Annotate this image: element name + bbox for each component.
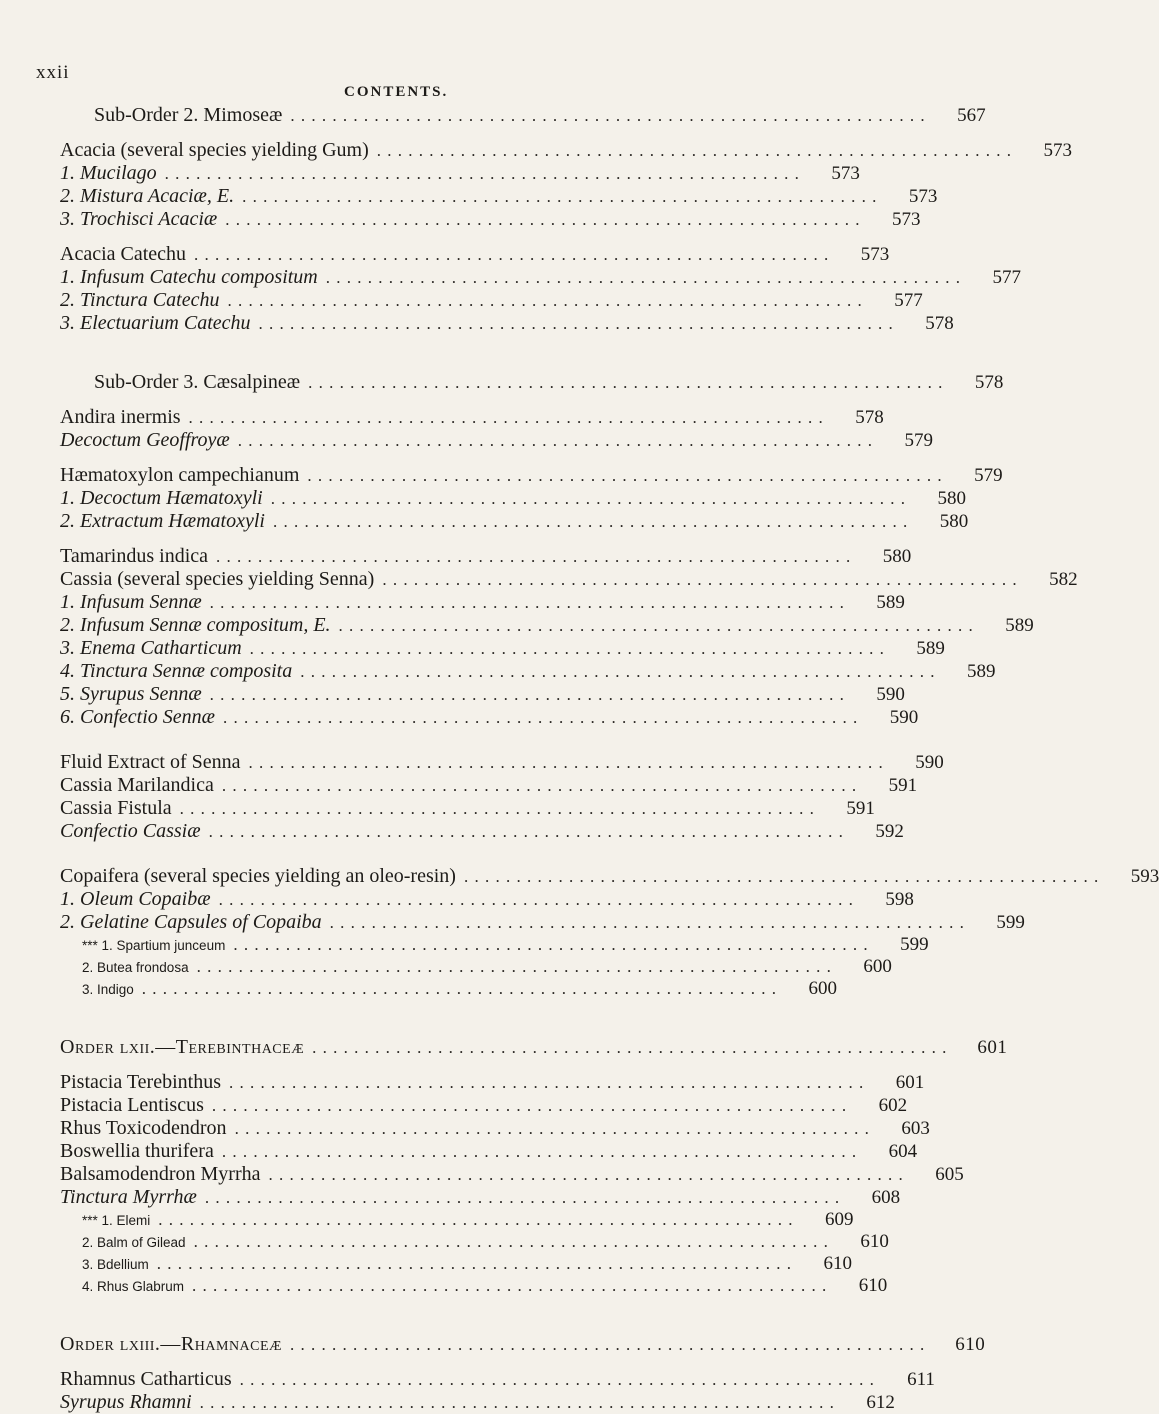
dot-leader: . . . . . . . . . . . . . . . . . . . . . . . . . . . . . . . . . . . . . . . . . . . . . . . . . . . . . . . . . . . . . bbox=[272, 512, 909, 531]
table-of-contents bbox=[60, 104, 1159, 1414]
toc-entry bbox=[60, 1186, 901, 1209]
entry-page: 580 bbox=[939, 511, 969, 532]
dot-leader: . . . . . . . . . . . . . . . . . . . . . . . . . . . . . . . . . . . . . . . . . . . . . . . . . . . . . . . . . . . . . bbox=[242, 187, 878, 206]
toc-entry bbox=[60, 911, 1025, 934]
entry-page: 578 bbox=[855, 407, 884, 428]
toc-entry bbox=[60, 208, 921, 231]
toc-entry bbox=[60, 1391, 895, 1414]
toc-entry bbox=[60, 371, 1004, 394]
entry-label: 1. Infusum Sennæ bbox=[60, 591, 202, 613]
page-header bbox=[36, 62, 776, 102]
entry-page: 573 bbox=[831, 163, 860, 184]
dot-leader: . . . . . . . . . . . . . . . . . . . . . . . . . . . . . . . . . . . . . . . . . . . . . . . . . . . . . . . . . . . . . bbox=[158, 1210, 794, 1229]
entry-label: Tamarindus indica bbox=[60, 545, 208, 567]
entry-label: 2. Tinctura Catechu bbox=[60, 289, 220, 311]
dot-leader: . . . . . . . . . . . . . . . . . . . . . . . . . . . . . . . . . . . . . . . . . . . . . . . . . . . . . . . . . . . . . bbox=[208, 822, 844, 841]
toc-entry bbox=[60, 162, 860, 185]
entry-label: Acacia Catechu bbox=[60, 243, 187, 265]
dot-leader: . . . . . . . . . . . . . . . . . . . . . . . . . . . . . . . . . . . . . . . . . . . . . . . . . . . . . . . . . . . . . bbox=[376, 141, 1013, 160]
entry-label: Confectio Cassiæ bbox=[60, 820, 201, 842]
dot-leader: . . . . . . . . . . . . . . . . . . . . . . . . . . . . . . . . . . . . . . . . . . . . . . . . . . . . . . . . . . . . . bbox=[211, 1096, 848, 1115]
entry-page: 608 bbox=[871, 1187, 901, 1208]
entry-page: 593 bbox=[1130, 866, 1159, 887]
toc-entry bbox=[60, 591, 905, 614]
entry-page: 591 bbox=[846, 798, 875, 819]
dot-leader: . . . . . . . . . . . . . . . . . . . . . . . . . . . . . . . . . . . . . . . . . . . . . . . . . . . . . . . . . . . . . bbox=[300, 662, 936, 681]
entry-page: 579 bbox=[904, 430, 934, 451]
dot-leader: . . . . . . . . . . . . . . . . . . . . . . . . . . . . . . . . . . . . . . . . . . . . . . . . . . . . . . . . . . . . . bbox=[222, 708, 859, 727]
toc-entry bbox=[60, 510, 969, 533]
dot-leader: . . . . . . . . . . . . . . . . . . . . . . . . . . . . . . . . . . . . . . . . . . . . . . . . . . . . . . . . . . . . . bbox=[196, 957, 832, 976]
toc-entry bbox=[60, 312, 954, 335]
entry-label: 3. Bdellium bbox=[82, 1257, 149, 1272]
toc-entry bbox=[60, 978, 838, 1000]
dot-leader: . . . . . . . . . . . . . . . . . . . . . . . . . . . . . . . . . . . . . . . . . . . . . . . . . . . . . . . . . . . . . bbox=[209, 593, 845, 612]
toc-entry bbox=[60, 1036, 1008, 1059]
entry-page: 600 bbox=[808, 978, 838, 999]
entry-page: 610 bbox=[823, 1253, 853, 1274]
entry-page: 567 bbox=[957, 105, 986, 126]
entry-label: Decoctum Geoffroyæ bbox=[60, 429, 230, 451]
toc-entry bbox=[60, 660, 996, 683]
entry-page: 598 bbox=[885, 889, 914, 910]
entry-label: 1. Mucilago bbox=[60, 162, 157, 184]
dot-leader: . . . . . . . . . . . . . . . . . . . . . . . . . . . . . . . . . . . . . . . . . . . . . . . . . . . . . . . . . . . . . bbox=[338, 616, 974, 635]
entry-label: Hæmatoxylon campechianum bbox=[60, 464, 300, 486]
toc-entry bbox=[60, 1368, 935, 1391]
entry-label: Pistacia Terebinthus bbox=[60, 1071, 221, 1093]
entry-page: 609 bbox=[825, 1209, 854, 1230]
toc-entry bbox=[60, 1071, 925, 1094]
entry-label: *** 1. Elemi bbox=[82, 1213, 151, 1228]
entry-page: 612 bbox=[866, 1392, 895, 1413]
toc-entry bbox=[60, 614, 1034, 637]
dot-leader: . . . . . . . . . . . . . . . . . . . . . . . . . . . . . . . . . . . . . . . . . . . . . . . . . . . . . . . . . . . . . bbox=[218, 890, 854, 909]
toc-entry bbox=[60, 774, 918, 797]
dot-leader: . . . . . . . . . . . . . . . . . . . . . . . . . . . . . . . . . . . . . . . . . . . . . . . . . . . . . . . . . . . . . bbox=[192, 1276, 828, 1295]
dot-leader: . . . . . . . . . . . . . . . . . . . . . . . . . . . . . . . . . . . . . . . . . . . . . . . . . . . . . . . . . . . . . bbox=[188, 408, 824, 427]
entry-label: 1. Decoctum Hæmatoxyli bbox=[60, 487, 263, 509]
entry-label: 6. Confectio Sennæ bbox=[60, 706, 215, 728]
toc-entry bbox=[60, 487, 966, 510]
toc-entry bbox=[60, 1209, 854, 1231]
dot-leader: . . . . . . . . . . . . . . . . . . . . . . . . . . . . . . . . . . . . . . . . . . . . . . . . . . . . . . . . . . . . . bbox=[204, 1188, 841, 1207]
entry-page: 603 bbox=[901, 1118, 930, 1139]
entry-label: Fluid Extract of Senna bbox=[60, 751, 241, 773]
toc-entry bbox=[60, 1231, 889, 1253]
entry-label: 3. Electuarium Catechu bbox=[60, 312, 251, 334]
dot-leader: . . . . . . . . . . . . . . . . . . . . . . . . . . . . . . . . . . . . . . . . . . . . . . . . . . . . . . . . . . . . . bbox=[156, 1254, 793, 1273]
entry-page: 610 bbox=[858, 1275, 888, 1296]
dot-leader: . . . . . . . . . . . . . . . . . . . . . . . . . . . . . . . . . . . . . . . . . . . . . . . . . . . . . . . . . . . . . bbox=[308, 373, 944, 392]
entry-page: 580 bbox=[882, 546, 912, 567]
toc-entry bbox=[60, 289, 923, 312]
dot-leader: . . . . . . . . . . . . . . . . . . . . . . . . . . . . . . . . . . . . . . . . . . . . . . . . . . . . . . . . . . . . . bbox=[237, 431, 874, 450]
toc-entry bbox=[60, 637, 945, 660]
entry-label: Pistacia Lentiscus bbox=[60, 1094, 204, 1116]
toc-entry bbox=[60, 1094, 908, 1117]
toc-entry bbox=[60, 1117, 930, 1140]
entry-page: 610 bbox=[860, 1231, 889, 1252]
page-number: xxii bbox=[36, 62, 70, 83]
dot-leader: . . . . . . . . . . . . . . . . . . . . . . . . . . . . . . . . . . . . . . . . . . . . . . . . . . . . . . . . . . . . . bbox=[234, 1119, 870, 1138]
entry-label: 2. Infusum Sennæ compositum, E. bbox=[60, 614, 331, 636]
entry-page: 589 bbox=[966, 661, 996, 682]
toc-entry bbox=[60, 1333, 986, 1356]
toc-entry bbox=[60, 1253, 853, 1275]
dot-leader: . . . . . . . . . . . . . . . . . . . . . . . . . . . . . . . . . . . . . . . . . . . . . . . . . . . . . . . . . . . . . bbox=[258, 314, 894, 333]
entry-label: 3. Enema Catharticum bbox=[60, 637, 242, 659]
entry-label: 2. Extractum Hæmatoxyli bbox=[60, 510, 265, 532]
entry-label: *** 1. Spartium junceum bbox=[82, 938, 226, 953]
dot-leader: . . . . . . . . . . . . . . . . . . . . . . . . . . . . . . . . . . . . . . . . . . . . . . . . . . . . . . . . . . . . . bbox=[179, 799, 815, 818]
toc-entry bbox=[60, 1275, 888, 1297]
entry-label: Acacia (several species yielding Gum) bbox=[60, 139, 369, 161]
dot-leader: . . . . . . . . . . . . . . . . . . . . . . . . . . . . . . . . . . . . . . . . . . . . . . . . . . . . . . . . . . . . . bbox=[248, 753, 884, 772]
entry-label: Andira inermis bbox=[60, 406, 181, 428]
entry-page: 582 bbox=[1049, 569, 1078, 590]
toc-entry bbox=[60, 266, 1022, 289]
entry-label: Boswellia thurifera bbox=[60, 1140, 214, 1162]
toc-entry bbox=[60, 934, 929, 956]
entry-label: Sub-Order 3. Cæsalpineæ bbox=[94, 371, 301, 393]
entry-page: 577 bbox=[894, 290, 923, 311]
entry-page: 590 bbox=[889, 707, 919, 728]
entry-label: Cassia Marilandica bbox=[60, 774, 214, 796]
entry-page: 610 bbox=[955, 1334, 986, 1355]
dot-leader: . . . . . . . . . . . . . . . . . . . . . . . . . . . . . . . . . . . . . . . . . . . . . . . . . . . . . . . . . . . . . bbox=[290, 1335, 926, 1354]
entry-page: 573 bbox=[1043, 140, 1073, 161]
entry-label: 4. Tinctura Sennæ composita bbox=[60, 660, 293, 682]
entry-page: 579 bbox=[974, 465, 1003, 486]
entry-page: 599 bbox=[900, 934, 929, 955]
dot-leader: . . . . . . . . . . . . . . . . . . . . . . . . . . . . . . . . . . . . . . . . . . . . . . . . . . . . . . . . . . . . . bbox=[227, 291, 863, 310]
toc-entry bbox=[60, 185, 938, 208]
toc-entry bbox=[60, 1140, 918, 1163]
toc-entry bbox=[60, 406, 884, 429]
dot-leader: . . . . . . . . . . . . . . . . . . . . . . . . . . . . . . . . . . . . . . . . . . . . . . . . . . . . . . . . . . . . . bbox=[239, 1370, 875, 1389]
entry-label: Tinctura Myrrhæ bbox=[60, 1186, 197, 1208]
entry-page: 573 bbox=[891, 209, 921, 230]
entry-page: 577 bbox=[992, 267, 1022, 288]
dot-leader: . . . . . . . . . . . . . . . . . . . . . . . . . . . . . . . . . . . . . . . . . . . . . . . . . . . . . . . . . . . . . bbox=[194, 245, 830, 264]
entry-label: 5. Syrupus Sennæ bbox=[60, 683, 202, 705]
entry-page: 601 bbox=[895, 1072, 925, 1093]
toc-entry bbox=[60, 706, 919, 729]
toc-entry bbox=[60, 956, 892, 978]
dot-leader: . . . . . . . . . . . . . . . . . . . . . . . . . . . . . . . . . . . . . . . . . . . . . . . . . . . . . . . . . . . . . bbox=[221, 776, 858, 795]
dot-leader: . . . . . . . . . . . . . . . . . . . . . . . . . . . . . . . . . . . . . . . . . . . . . . . . . . . . . . . . . . . . . bbox=[382, 570, 1018, 589]
entry-label: 2. Mistura Acaciæ, E. bbox=[60, 185, 235, 207]
toc-entry bbox=[60, 797, 875, 820]
toc-entry bbox=[60, 1163, 964, 1186]
entry-label: 3. Indigo bbox=[82, 982, 134, 997]
toc-entry bbox=[60, 888, 914, 911]
dot-leader: . . . . . . . . . . . . . . . . . . . . . . . . . . . . . . . . . . . . . . . . . . . . . . . . . . . . . . . . . . . . . bbox=[325, 268, 962, 287]
dot-leader: . . . . . . . . . . . . . . . . . . . . . . . . . . . . . . . . . . . . . . . . . . . . . . . . . . . . . . . . . . . . . bbox=[225, 210, 861, 229]
dot-leader: . . . . . . . . . . . . . . . . . . . . . . . . . . . . . . . . . . . . . . . . . . . . . . . . . . . . . . . . . . . . . bbox=[307, 466, 943, 485]
entry-label: 2. Balm of Gilead bbox=[82, 1235, 186, 1250]
entry-label: Balsamodendron Myrrha bbox=[60, 1163, 261, 1185]
entry-page: 578 bbox=[974, 372, 1004, 393]
entry-page: 611 bbox=[907, 1369, 935, 1390]
entry-page: 578 bbox=[925, 313, 954, 334]
running-title: CONTENTS. bbox=[344, 84, 449, 100]
entry-label: 2. Gelatine Capsules of Copaiba bbox=[60, 911, 322, 933]
dot-leader: . . . . . . . . . . . . . . . . . . . . . . . . . . . . . . . . . . . . . . . . . . . . . . . . . . . . . . . . . . . . . bbox=[193, 1232, 829, 1251]
dot-leader: . . . . . . . . . . . . . . . . . . . . . . . . . . . . . . . . . . . . . . . . . . . . . . . . . . . . . . . . . . . . . bbox=[164, 164, 800, 183]
entry-label: Rhamnus Catharticus bbox=[60, 1368, 232, 1390]
dot-leader: . . . . . . . . . . . . . . . . . . . . . . . . . . . . . . . . . . . . . . . . . . . . . . . . . . . . . . . . . . . . . bbox=[233, 935, 869, 954]
entry-label: 4. Rhus Glabrum bbox=[82, 1279, 185, 1294]
toc-entry bbox=[60, 139, 1073, 162]
entry-page: 589 bbox=[876, 592, 905, 613]
dot-leader: . . . . . . . . . . . . . . . . . . . . . . . . . . . . . . . . . . . . . . . . . . . . . . . . . . . . . . . . . . . . . bbox=[221, 1142, 858, 1161]
toc-entry bbox=[60, 464, 1003, 487]
dot-leader: . . . . . . . . . . . . . . . . . . . . . . . . . . . . . . . . . . . . . . . . . . . . . . . . . . . . . . . . . . . . . bbox=[216, 547, 852, 566]
dot-leader: . . . . . . . . . . . . . . . . . . . . . . . . . . . . . . . . . . . . . . . . . . . . . . . . . . . . . . . . . . . . . bbox=[268, 1165, 904, 1184]
dot-leader: . . . . . . . . . . . . . . . . . . . . . . . . . . . . . . . . . . . . . . . . . . . . . . . . . . . . . . . . . . . . . bbox=[228, 1073, 865, 1092]
toc-entry bbox=[60, 429, 934, 452]
dot-leader: . . . . . . . . . . . . . . . . . . . . . . . . . . . . . . . . . . . . . . . . . . . . . . . . . . . . . . . . . . . . . bbox=[249, 639, 885, 658]
entry-label: 3. Trochisci Acaciæ bbox=[60, 208, 218, 230]
entry-page: 590 bbox=[876, 684, 905, 705]
toc-entry bbox=[60, 568, 1078, 591]
entry-label: 1. Infusum Catechu compositum bbox=[60, 266, 318, 288]
toc-entry bbox=[60, 865, 1159, 888]
dot-leader: . . . . . . . . . . . . . . . . . . . . . . . . . . . . . . . . . . . . . . . . . . . . . . . . . . . . . . . . . . . . . bbox=[312, 1038, 948, 1057]
dot-leader: . . . . . . . . . . . . . . . . . . . . . . . . . . . . . . . . . . . . . . . . . . . . . . . . . . . . . . . . . . . . . bbox=[209, 685, 845, 704]
entry-page: 589 bbox=[1005, 615, 1034, 636]
toc-entry bbox=[60, 545, 912, 568]
toc-entry bbox=[60, 243, 890, 266]
toc-entry bbox=[60, 104, 986, 127]
dot-leader: . . . . . . . . . . . . . . . . . . . . . . . . . . . . . . . . . . . . . . . . . . . . . . . . . . . . . . . . . . . . . bbox=[329, 913, 965, 932]
entry-label: 2. Butea frondosa bbox=[82, 960, 189, 975]
dot-leader: . . . . . . . . . . . . . . . . . . . . . . . . . . . . . . . . . . . . . . . . . . . . . . . . . . . . . . . . . . . . . bbox=[199, 1393, 835, 1412]
toc-entry bbox=[60, 751, 944, 774]
dot-leader: . . . . . . . . . . . . . . . . . . . . . . . . . . . . . . . . . . . . . . . . . . . . . . . . . . . . . . . . . . . . . bbox=[141, 979, 778, 998]
entry-page: 580 bbox=[937, 488, 966, 509]
entry-label: 1. Oleum Copaibæ bbox=[60, 888, 211, 910]
dot-leader: . . . . . . . . . . . . . . . . . . . . . . . . . . . . . . . . . . . . . . . . . . . . . . . . . . . . . . . . . . . . . bbox=[270, 489, 906, 508]
entry-page: 601 bbox=[977, 1037, 1008, 1058]
entry-page: 605 bbox=[935, 1164, 964, 1185]
entry-label: Sub-Order 2. Mimoseæ bbox=[94, 104, 283, 126]
entry-label: Cassia (several species yielding Senna) bbox=[60, 568, 375, 590]
entry-page: 591 bbox=[888, 775, 918, 796]
toc-entry bbox=[60, 683, 905, 706]
entry-page: 600 bbox=[863, 956, 892, 977]
entry-page: 592 bbox=[875, 821, 904, 842]
entry-page: 590 bbox=[915, 752, 944, 773]
entry-page: 599 bbox=[996, 912, 1025, 933]
toc-entry bbox=[60, 820, 904, 843]
entry-label: Copaifera (several species yielding an oleo-resin) bbox=[60, 865, 456, 887]
dot-leader: . . . . . . . . . . . . . . . . . . . . . . . . . . . . . . . . . . . . . . . . . . . . . . . . . . . . . . . . . . . . . bbox=[463, 867, 1100, 886]
entry-label: Rhus Toxicodendron bbox=[60, 1117, 227, 1139]
entry-label: Order lxii.—Terebinthaceæ bbox=[60, 1036, 305, 1058]
entry-page: 573 bbox=[908, 186, 938, 207]
entry-page: 573 bbox=[860, 244, 890, 265]
dot-leader: . . . . . . . . . . . . . . . . . . . . . . . . . . . . . . . . . . . . . . . . . . . . . . . . . . . . . . . . . . . . . bbox=[290, 106, 926, 125]
entry-label: Syrupus Rhamni bbox=[60, 1391, 192, 1413]
entry-page: 589 bbox=[916, 638, 945, 659]
entry-label: Order lxiii.—Rhamnaceæ bbox=[60, 1333, 282, 1355]
entry-label: Cassia Fistula bbox=[60, 797, 172, 819]
entry-page: 602 bbox=[878, 1095, 908, 1116]
entry-page: 604 bbox=[888, 1141, 918, 1162]
